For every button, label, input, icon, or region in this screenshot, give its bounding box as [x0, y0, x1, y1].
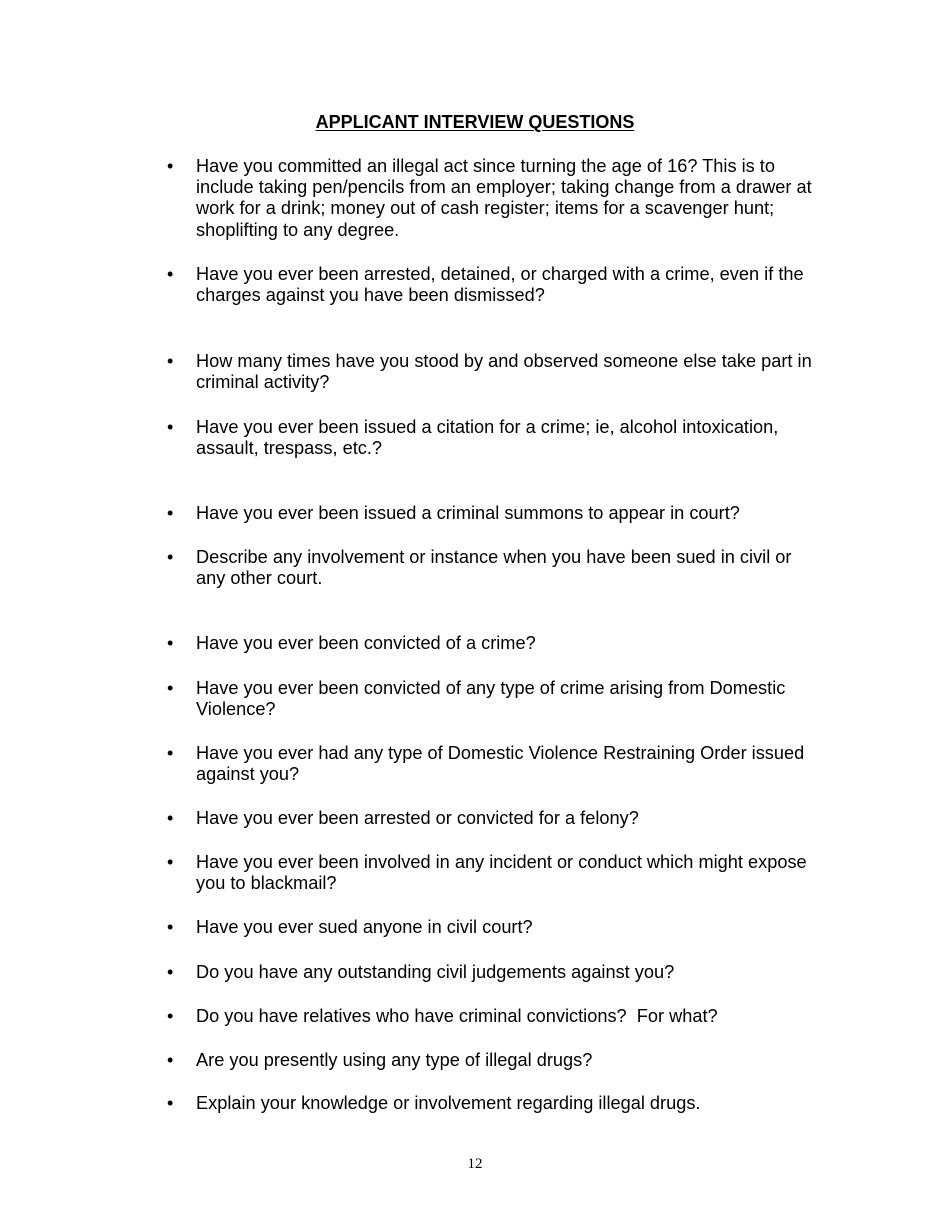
question-text: Have you ever been convicted of a crime? — [196, 633, 536, 653]
question-text: Have you ever been convicted of any type of crime arising from Domestic Violence? — [196, 678, 786, 720]
question-text: Have you ever been issued a citation for a crime; ie, alcohol intoxication, assault, trespass, etc.? — [196, 417, 779, 459]
page-number: 12 — [467, 1156, 483, 1172]
list-item — [167, 633, 817, 654]
list-item — [167, 852, 817, 894]
question-text: How many times have you stood by and observed someone else take part in criminal activity? — [196, 351, 812, 393]
list-item — [167, 917, 817, 938]
question-text: Have you ever been issued a criminal summons to appear in court? — [196, 503, 740, 523]
list-item — [167, 264, 817, 306]
list-item — [167, 743, 817, 785]
question-text: Are you presently using any type of illegal drugs? — [196, 1050, 593, 1070]
question-text: Do you have relatives who have criminal convictions? For what? — [196, 1006, 718, 1026]
bullet-icon: • — [167, 1050, 174, 1070]
list-item — [167, 808, 817, 829]
list-item — [167, 503, 817, 524]
question-text: Explain your knowledge or involvement regarding illegal drugs. — [196, 1093, 701, 1113]
question-text: Do you have any outstanding civil judgements against you? — [196, 962, 675, 982]
bullet-icon: • — [167, 678, 174, 698]
bullet-icon: • — [167, 1093, 174, 1113]
bullet-icon: • — [167, 264, 174, 284]
question-text: Have you ever been involved in any incident or conduct which might expose you to blackmail? — [196, 852, 807, 894]
list-item — [167, 547, 817, 589]
list-item — [167, 962, 817, 983]
question-text: Have you ever sued anyone in civil court? — [196, 917, 533, 937]
page-title: APPLICANT INTERVIEW QUESTIONS — [315, 112, 635, 132]
list-item — [167, 156, 817, 241]
question-text: Have you ever been arrested, detained, or charged with a crime, even if the charges against you have been dismissed? — [196, 264, 804, 306]
bullet-icon: • — [167, 917, 174, 937]
list-item — [167, 1006, 817, 1027]
bullet-icon: • — [167, 743, 174, 763]
list-item — [167, 351, 817, 393]
question-text: Have you ever had any type of Domestic Violence Restraining Order issued against you? — [196, 743, 805, 785]
bullet-icon: • — [167, 351, 174, 371]
list-item — [167, 678, 817, 720]
bullet-icon: • — [167, 547, 174, 567]
bullet-icon: • — [167, 1006, 174, 1026]
list-item — [167, 1050, 817, 1071]
bullet-icon: • — [167, 156, 174, 176]
bullet-icon: • — [167, 633, 174, 653]
bullet-icon: • — [167, 852, 174, 872]
question-text: Have you ever been arrested or convicted for a felony? — [196, 808, 639, 828]
question-text: Describe any involvement or instance when you have been sued in civil or any other court. — [196, 547, 792, 589]
bullet-icon: • — [167, 962, 174, 982]
bullet-icon: • — [167, 503, 174, 523]
bullet-icon: • — [167, 808, 174, 828]
bullet-icon: • — [167, 417, 174, 437]
question-text: Have you committed an illegal act since turning the age of 16? This is to include taking pen/pencils from an employer; taking change from a drawer at work for a drink; money out of cash register; items for a scavenger hunt; shoplifting to any degree. — [196, 156, 812, 240]
list-item — [167, 417, 817, 459]
list-item — [167, 1093, 817, 1114]
